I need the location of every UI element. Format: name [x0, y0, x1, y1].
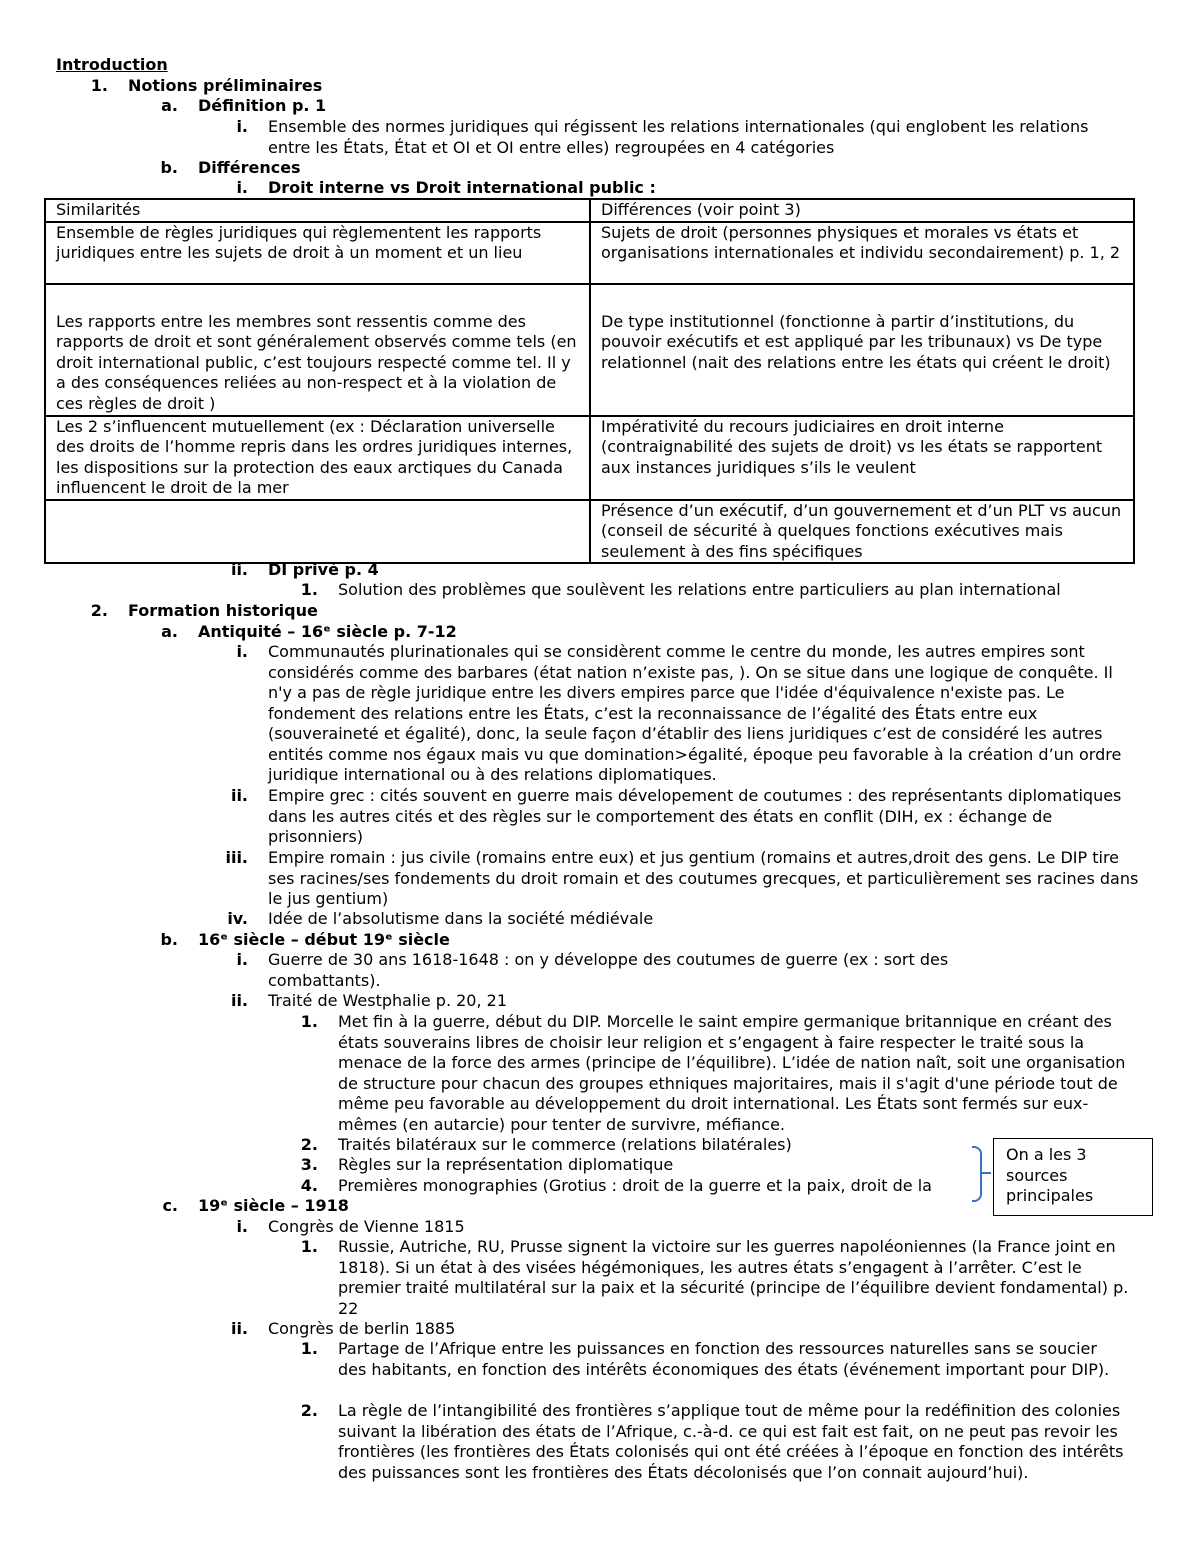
list-marker: i.	[236, 642, 248, 661]
list-marker: iii.	[225, 848, 248, 867]
list-item: Premières monographies (Grotius : droit de la guerre et la paix, droit de la	[338, 1176, 932, 1195]
table-cell: Sujets de droit (personnes physiques et morales vs états et organisations internationales et individu secondairement) p. 1, 2	[590, 222, 1134, 284]
list-item: Idée de l’absolutisme dans la société médiévale	[268, 909, 654, 928]
list-marker: 4.	[300, 1176, 318, 1195]
list-marker: i.	[236, 178, 248, 197]
list-item: La règle de l’intangibilité des frontières s’applique tout de même pour la redéfinition des colonies suivant la libération des états de l’Afrique, c.-à-d. ce qui est fait est fait, on ne peut pas revoir les frontières (les frontières des États colonisés qui ont été créées à l’époque en fonction des intérêts des puissances sont les frontières des États décolonisés que l’on connait aujourd’hui).	[338, 1401, 1124, 1482]
table-cell: Ensemble de règles juridiques qui règlementent les rapports juridiques entre les sujets de droit à un moment et un lieu	[45, 222, 590, 284]
list-item: Russie, Autriche, RU, Prusse signent la victoire sur les guerres napoléoniennes (la France joint en 1818). Si un état à des visées hégémoniques, les autres états s’engagent à l’arrêter. C’est le premier traité multilatéral sur la paix et la sécurité (principe de l’équilibre devient fondamental) p. 22	[338, 1237, 1129, 1318]
table-row	[45, 284, 1134, 416]
list-marker: 2.	[300, 1401, 318, 1420]
list-item: Partage de l’Afrique entre les puissances en fonction des ressources naturelles sans se soucier des habitants, en fonction des intérêts économiques des états (événement important pour DIP).	[338, 1339, 1110, 1379]
page-title: Introduction	[56, 55, 168, 74]
list-item: Guerre de 30 ans 1618-1648 : on y développe des coutumes de guerre (ex : sort des combattants).	[268, 950, 949, 990]
list-item: Ensemble des normes juridiques qui régissent les relations internationales (qui englobent les relations entre les États, État et OI et OI entre elles) regroupées en 4 catégories	[268, 117, 1089, 157]
list-marker: ii.	[230, 560, 248, 579]
table-row	[45, 500, 1134, 564]
subsection-title: 16ᵉ siècle – début 19ᵉ siècle	[198, 930, 450, 949]
comparison-table	[44, 198, 1135, 564]
table-cell: De type institutionnel (fonctionne à partir d’institutions, du pouvoir exécutifs et est appliqué par les tribunaux) vs De type relationnel (nait des relations entre les états qui créent le droit)	[590, 284, 1134, 416]
list-item: Empire grec : cités souvent en guerre mais dévelopement de coutumes : des représentants diplomatiques dans les autres cités et des règles sur le comportement des états en conflit (DIH, ex : échange de prisonniers)	[268, 786, 1122, 846]
list-marker: i.	[236, 1217, 248, 1236]
table-row	[45, 222, 1134, 284]
subsection-title: DI privé p. 4	[268, 560, 379, 579]
table-cell: Les 2 s’influencent mutuellement (ex : Déclaration universelle des droits de l’homme repris dans les ordres juridiques internes, les dispositions sur la protection des eaux arctiques du Canada influencent le droit de la mer	[45, 416, 590, 500]
list-marker: c.	[162, 1196, 178, 1215]
list-marker: 1.	[90, 76, 108, 95]
list-marker: b.	[160, 158, 178, 177]
table-header-row	[45, 199, 1134, 222]
list-item: Solution des problèmes que soulèvent les relations entre particuliers au plan international	[338, 580, 1061, 599]
list-marker: 2.	[90, 601, 108, 620]
list-item: Met fin à la guerre, début du DIP. Morcelle le saint empire germanique britannique en créant des états souverains libres de choisir leur religion et s’engagent à faire respecter le traité sous la menace de la force des armes (principe de l’équilibre). L’idée de nation naît, soit une organisation de structure pour chacun des groupes ethniques majoritaires, mais il s'agit d'une période tout de même peu favorable au développement du droit international. Les États sont fermés sur eux-mêmes (en autarcie) pour tenter de survivre, méfiance.	[338, 1012, 1126, 1134]
list-item: Congrès de berlin 1885	[268, 1319, 456, 1338]
subsection-title: Définition p. 1	[198, 96, 327, 115]
list-item: Traité de Westphalie p. 20, 21	[268, 991, 508, 1010]
list-item: Règles sur la représentation diplomatique	[338, 1155, 674, 1174]
list-marker: 1.	[300, 1237, 318, 1256]
table-cell	[45, 500, 590, 564]
table-cell: Les rapports entre les membres sont ressentis comme des rapports de droit et sont généralement observés comme tels (en droit international public, c’est toujours respecté comme tel. Il y a des conséquences reliées au non-respect et à la violation de ces règles de droit )	[45, 284, 590, 416]
list-item: Empire romain : jus civile (romains entre eux) et jus gentium (romains et autres,droit des gens. Le DIP tire ses racines/ses fondements du droit romain et des coutumes grecques, et particulièrement ses racines dans le jus gentium)	[268, 848, 1139, 908]
table-cell: Impérativité du recours judiciaires en droit interne (contraignabilité des sujets de droit) vs les états se rapportent aux instances juridiques s’ils le veulent	[590, 416, 1134, 500]
margin-comment-box	[993, 1138, 1153, 1216]
list-marker: ii.	[230, 786, 248, 805]
list-item: Communautés plurinationales qui se considèrent comme le centre du monde, les autres empires sont considérés comme des barbares (état nation n’existe pas, ). On se situe dans une logique de conquête. Il n'y a pas de règle juridique entre les divers empires parce que l'idée d'équivalence n'existe pas. Le fondement des relations entre les États, c’est la reconnaissance de l’égalité des États entre eux (souveraineté et égalité), donc, la seule façon d’établir des liens juridiques c’est de considéré les autres entités comme nos égaux mais vu que domination>égalité, époque peu favorable à la création d’un ordre juridique international ou à des relations diplomatiques.	[268, 642, 1122, 784]
list-item: Traités bilatéraux sur le commerce (relations bilatérales)	[338, 1135, 792, 1154]
list-marker: iv.	[227, 909, 248, 928]
brace-bracket-icon	[972, 1146, 982, 1202]
list-marker: 1.	[300, 1012, 318, 1031]
list-marker: ii.	[230, 991, 248, 1010]
list-marker: ii.	[230, 1319, 248, 1338]
table-header: Différences (voir point 3)	[590, 199, 1134, 222]
subsection-title: Antiquité – 16ᵉ siècle p. 7-12	[198, 622, 457, 641]
table-cell: Présence d’un exécutif, d’un gouvernement et d’un PLT vs aucun (conseil de sécurité à quelques fonctions exécutives mais seulement à des fins spécifiques	[590, 500, 1134, 564]
list-marker: a.	[161, 622, 178, 641]
list-marker: b.	[160, 930, 178, 949]
list-item: Congrès de Vienne 1815	[268, 1217, 465, 1236]
list-marker: 3.	[300, 1155, 318, 1174]
table-header: Similarités	[45, 199, 590, 222]
section-title: Notions préliminaires	[128, 76, 323, 95]
subsection-title: 19ᵉ siècle – 1918	[198, 1196, 349, 1215]
brace-pointer-icon	[981, 1172, 991, 1174]
section-title: Formation historique	[128, 601, 318, 620]
table-row	[45, 416, 1134, 500]
list-marker: i.	[236, 950, 248, 969]
list-marker: 2.	[300, 1135, 318, 1154]
margin-comment-text: On a les 3 sources principales	[1006, 1145, 1094, 1205]
list-marker: 1.	[300, 1339, 318, 1358]
list-marker: a.	[161, 96, 178, 115]
subsection-title: Droit interne vs Droit international public :	[268, 178, 656, 197]
subsection-title: Différences	[198, 158, 301, 177]
list-marker: 1.	[300, 580, 318, 599]
list-marker: i.	[236, 117, 248, 136]
